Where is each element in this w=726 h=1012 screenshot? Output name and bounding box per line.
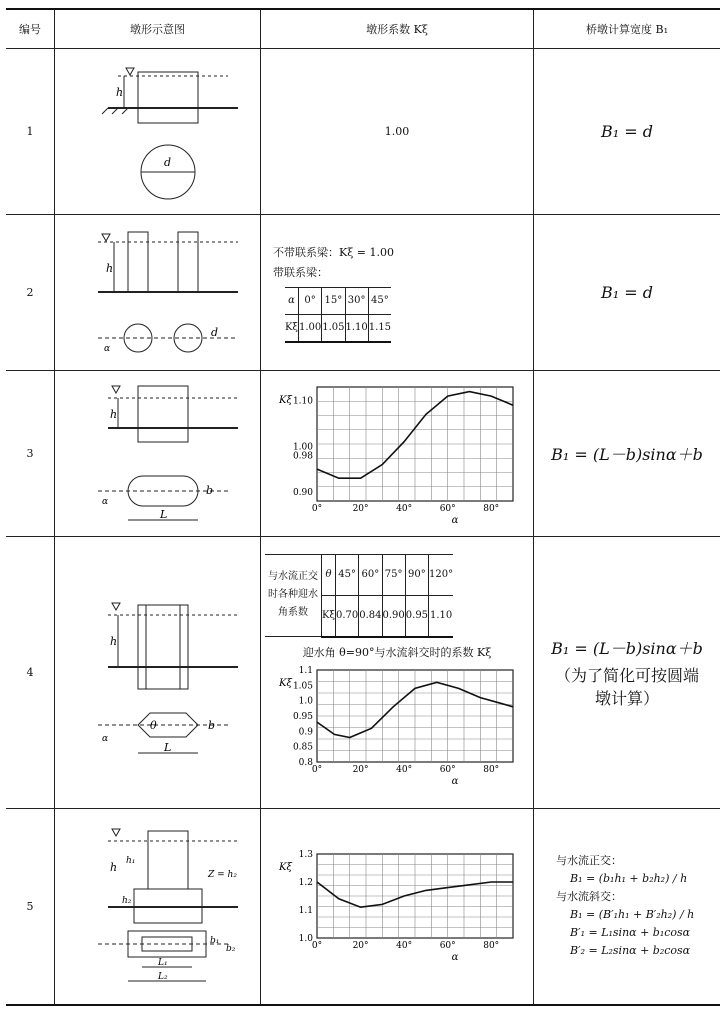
twin-column-sketch — [58, 216, 258, 366]
label-L: L — [159, 507, 167, 521]
y-tick-label: 1.00 — [292, 441, 313, 452]
header-no: 编号 — [6, 9, 55, 49]
table-cell: 0.90 — [382, 595, 405, 637]
header-width: 桥墩计算宽度 B₁ — [534, 9, 721, 49]
label-h: h — [105, 261, 113, 275]
table-cell: Kξ — [322, 595, 336, 637]
y-tick-label: 1.0 — [298, 934, 313, 945]
width-formula: B₁ = (L－b)sinα＋b — [551, 639, 703, 658]
x-tick-label: 0° — [311, 503, 323, 514]
label-h: h — [115, 85, 123, 99]
coef-no-beam: 不带联系梁：Kξ = 1.00 — [273, 245, 394, 259]
y-tick-label: 1.0 — [298, 696, 313, 707]
label-b: b — [207, 718, 215, 732]
y-axis-label: Kξ — [279, 394, 292, 406]
x-tick-label: 20° — [352, 941, 369, 952]
stepped-pier-sketch — [58, 811, 258, 997]
label-h: h — [109, 407, 117, 421]
x-tick-label: 20° — [352, 503, 369, 514]
table-row — [6, 371, 720, 537]
x-tick-label: 20° — [352, 764, 369, 775]
chart-cell — [261, 809, 534, 1005]
table-cell: 15° — [322, 287, 345, 314]
label-L: L — [163, 740, 171, 754]
kxi-chart-2 — [267, 660, 527, 788]
sketch-cell — [55, 215, 261, 371]
x-tick-label: 0° — [311, 764, 323, 775]
chart-cell — [261, 371, 534, 537]
table-cell: 60° — [359, 554, 382, 595]
coef-cell — [261, 537, 534, 809]
width-cell — [534, 537, 721, 809]
b2-prime-formula: B′₂ = L₂sinα + b₂cosα — [570, 944, 691, 958]
table-cell: 1.05 — [322, 314, 345, 342]
table-row — [6, 809, 720, 1005]
y-tick-label: 0.85 — [292, 742, 313, 753]
y-tick-label: 1.10 — [292, 396, 313, 407]
x-tick-label: 40° — [396, 764, 413, 775]
label-h2: h₂ — [121, 896, 131, 907]
table-cell: 90° — [405, 554, 428, 595]
table-cell: 30° — [345, 287, 368, 314]
y-tick-label: 1.1 — [298, 665, 313, 676]
label-b: b — [205, 483, 213, 497]
label-b2: b₂ — [225, 944, 235, 955]
x-tick-label: 60° — [439, 503, 456, 514]
round-end-pier-sketch — [58, 372, 258, 532]
header-coef: 墩形系数 Kξ — [261, 9, 534, 49]
y-axis-label: Kξ — [279, 862, 292, 874]
width-orth-label: 与水流正交： — [556, 854, 622, 868]
coef-with-beam: 带联系梁： — [273, 265, 328, 279]
table-cell: 0.95 — [405, 595, 428, 637]
y-axis-label: Kξ — [279, 677, 292, 689]
table-cell: 45° — [335, 554, 358, 595]
y-tick-label: 1.2 — [298, 878, 313, 889]
x-tick-label: 60° — [439, 764, 456, 775]
row-no: 5 — [6, 809, 55, 1005]
width-note-2: 墩计算） — [594, 689, 659, 708]
b1-prime-formula: B′₁ = L₁sinα + b₁cosα — [570, 926, 691, 940]
label-d: d — [163, 155, 171, 169]
y-tick-label: 0.95 — [292, 711, 313, 722]
width-oblique-label: 与水流斜交： — [556, 890, 622, 904]
round-pier-sketch — [58, 50, 258, 210]
table-cell: θ — [322, 554, 336, 595]
y-tick-label: 0.8 — [298, 757, 313, 768]
table-row — [6, 537, 720, 809]
label-d: d — [210, 325, 218, 339]
label-z: Z = h₂ — [207, 870, 237, 881]
sketch-cell — [55, 371, 261, 537]
label-b1: b₁ — [209, 936, 219, 947]
table-cell: 0° — [298, 287, 321, 314]
x-axis-label: α — [451, 775, 459, 787]
sketch-cell — [55, 537, 261, 809]
x-tick-label: 40° — [396, 941, 413, 952]
table-cell: 120° — [429, 554, 454, 595]
label-alpha: α — [103, 343, 110, 354]
y-tick-label: 1.05 — [292, 680, 313, 691]
table-cell: Kξ — [285, 314, 298, 342]
pier-shape-table — [6, 8, 720, 1006]
table-row — [285, 314, 391, 342]
label-h1: h₁ — [125, 856, 135, 867]
coef-cell — [261, 215, 534, 371]
header-sketch: 墩形示意图 — [55, 9, 261, 49]
y-tick-label: 0.9 — [298, 726, 313, 737]
label-h: h — [109, 634, 117, 648]
table-cell: α — [285, 287, 298, 314]
row-no: 4 — [6, 537, 55, 809]
table-row — [6, 49, 720, 215]
chart-caption: 迎水角 θ=90°与水流斜交时的系数 Kξ — [302, 645, 492, 659]
table-cell: 0.70 — [335, 595, 358, 637]
table-row — [6, 215, 720, 371]
x-tick-label: 40° — [396, 503, 413, 514]
width-oblique-formula: B₁ = (B′₁h₁ + B′₂h₂) / h — [570, 908, 695, 922]
x-tick-label: 0° — [311, 941, 323, 952]
sketch-cell — [55, 809, 261, 1005]
label-L1: L₁ — [157, 958, 168, 969]
width-cell: B₁ = d — [534, 215, 721, 371]
x-tick-label: 80° — [483, 764, 500, 775]
y-tick-label: 1.1 — [298, 906, 313, 917]
width-orth-formula: B₁ = (b₁h₁ + b₂h₂) / h — [570, 872, 688, 886]
table-cell: 45° — [368, 287, 391, 314]
y-tick-label: 1.3 — [298, 850, 313, 861]
row-no: 1 — [6, 49, 55, 215]
table-label: 与水流正交时各种迎水角系数 — [265, 554, 322, 637]
y-tick-label: 0.98 — [292, 450, 313, 461]
row-no: 3 — [6, 371, 55, 537]
y-tick-label: 0.90 — [292, 487, 313, 498]
label-alpha: α — [101, 733, 108, 744]
table-cell: 1.15 — [368, 314, 391, 342]
x-tick-label: 80° — [483, 941, 500, 952]
x-axis-label: α — [451, 952, 459, 964]
theta-coef-table — [265, 554, 453, 638]
width-cell: B₁ = (L－b)sinα＋b — [534, 371, 721, 537]
label-h: h — [109, 861, 117, 875]
pointed-end-pier-sketch — [58, 571, 258, 771]
alpha-coef-table — [285, 287, 391, 343]
header-row — [6, 9, 720, 49]
kxi-chart-1 — [267, 377, 527, 527]
label-theta: θ — [149, 718, 157, 732]
x-tick-label: 60° — [439, 941, 456, 952]
label-alpha: α — [101, 496, 108, 507]
width-cell — [534, 809, 721, 1005]
table-cell: 1.00 — [298, 314, 321, 342]
x-tick-label: 80° — [483, 503, 500, 514]
table-cell: 0.84 — [359, 595, 382, 637]
width-note-1: （为了简化可按圆端 — [554, 666, 699, 685]
kxi-chart-3 — [267, 844, 527, 964]
x-axis-label: α — [451, 514, 459, 526]
table-row — [265, 554, 453, 595]
width-cell: B₁ = d — [534, 49, 721, 215]
table-cell: 75° — [382, 554, 405, 595]
label-L2: L₂ — [157, 972, 168, 983]
table-cell: 1.10 — [429, 595, 454, 637]
sketch-cell — [55, 49, 261, 215]
table-cell: 1.10 — [345, 314, 368, 342]
table-row — [285, 287, 391, 314]
row-no: 2 — [6, 215, 55, 371]
coef-cell: 1.00 — [261, 49, 534, 215]
